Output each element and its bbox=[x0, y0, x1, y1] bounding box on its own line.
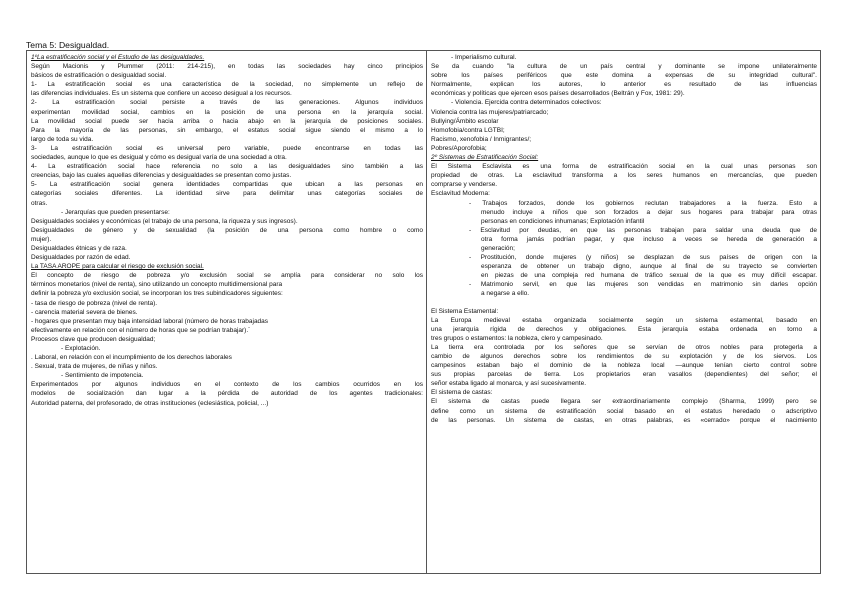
list-item-continued: menudo incluye a niños que son forzados a dejar sus hogares para trabajar para otras bbox=[481, 208, 817, 216]
paragraph-line: modelos de socialización dan lugar a la pérdida de autoridad de los agentes tradicionales: bbox=[31, 390, 423, 398]
list-item-continued: a negarse a ello. bbox=[481, 290, 530, 298]
paragraph-line: cambio de algunos derechos sobre los rendimientos de su explotación y de los siervos. Los bbox=[431, 353, 817, 360]
paragraph-line: una jerarquía rígida de derechos y obligaciones. Esta jerarquía estaba ordenada en torno a bbox=[431, 325, 817, 333]
paragraph-line: Desigualdades de género y de sexualidad (la posición de una persona como hombre o como bbox=[31, 226, 423, 234]
spacer bbox=[431, 299, 817, 307]
paragraph-line: - tasa de riesgo de pobreza (nivel de renta). bbox=[31, 299, 158, 307]
paragraph-line: Autoridad paterna, del profesorado, de otras instituciones (eclesiástica, policial, ...) bbox=[31, 399, 269, 407]
paragraph-line: Experimentados por algunos individuos en el contexto de los cambios ocurridos en los bbox=[31, 381, 423, 389]
paragraph-line: tres grupos o estamentos: la nobleza, clero y campesinado. bbox=[431, 334, 603, 342]
paragraph-line: El concepto de riesgo de pobreza y/o exclusión social se amplía para considerar no solo los bbox=[31, 272, 423, 280]
paragraph-line: económicas y políticas que ejercen esos países desarrollados (Beltrán y Fox, 1981: 29). bbox=[431, 90, 685, 98]
paragraph-line: sus propias parcelas de tierra. Los propietarios eran vasallos (dependientes) del señor; el bbox=[431, 371, 817, 379]
paragraph-line: Procesos clave que producen desigualdad; bbox=[31, 335, 156, 343]
section-heading: 2º Sistemas de Estratificación Social: bbox=[431, 154, 539, 162]
list-item: - Explotación. bbox=[61, 345, 101, 352]
paragraph-line: La tierra era controlada por los señores que se servían de otros nobles para protegerla a bbox=[431, 343, 817, 351]
paragraph-line: Desigualdades étnicas y de raza. bbox=[31, 244, 127, 252]
paragraph-line: Homofobia/contra LGTBI; bbox=[431, 126, 505, 134]
paragraph-line: campesinos estaban bajo el dominio de la nobleza local —aunque tenían cierto control sobre bbox=[431, 362, 817, 370]
paragraph-line: . Laboral, en relación con el incumplimiento de los derechos laborales bbox=[31, 354, 232, 362]
paragraph-line: términos monetarios (nivel de renta), sino utilizando un concepto multidimensional para bbox=[31, 281, 283, 289]
left-column bbox=[27, 51, 427, 573]
list-item-continued: esperanza de obtener un trabajo digno, aunque al final de su trayecto se convierten bbox=[481, 263, 817, 271]
paragraph-line: sobre los países periféricos que este domina a expensas de su integridad cultural". bbox=[431, 72, 817, 80]
paragraph-line: mujer). bbox=[31, 235, 52, 243]
list-item: - Sentimiento de impotencia. bbox=[61, 372, 144, 380]
paragraph-line: . Sexual, trata de mujeres, de niñas y niños. bbox=[31, 363, 158, 371]
list-item-continued: personas en condiciones inhumanas; Explotación infantil bbox=[481, 217, 645, 225]
paragraph-line: 2- La estratificación social persiste a través de las generaciones. Algunos individuos bbox=[31, 99, 423, 107]
list-item: - Jerarquías que pueden presentarse: bbox=[61, 208, 170, 216]
paragraph-line: - carencia material severa de bienes. bbox=[31, 308, 138, 316]
paragraph-line: categorías sociales diferentes. La identidad sirve para delimitar unas categorías sociales de bbox=[31, 190, 423, 198]
paragraph-line: de las personas. Un sistema de castas, en otras palabras, es «cerrado» porque el nacimiento bbox=[431, 416, 817, 424]
paragraph-line: definir la pobreza y/o exclusión social, se incorporan los tres subindicadores siguientes: bbox=[31, 290, 283, 298]
paragraph-line: Esclavitud Moderna: bbox=[431, 190, 490, 198]
paragraph-line: Bullying/Ámbito escolar bbox=[431, 117, 499, 125]
paragraph-line: comprarse y venderse. bbox=[431, 181, 498, 189]
list-item-continued: otra forma jamás podrían pagar, y que incluso a veces se hereda de generación a bbox=[481, 235, 817, 243]
list-item: - Trabajos forzados, donde los gobiernos reclutan trabajadores a la fuerza. Esto a bbox=[469, 199, 817, 207]
paragraph-line: experimentan movilidad social, cambios en la posición de una persona en la jerarquía social. bbox=[31, 108, 423, 116]
section-heading: El Sistema Estamental: bbox=[431, 307, 499, 315]
paragraph-line: - hogares que presentan muy baja intensidad laboral (número de horas trabajadas bbox=[31, 317, 269, 325]
list-item: - Matrimonio servil, en que las mujeres son vendidas en matrimonio sin darles opción bbox=[469, 281, 817, 289]
paragraph-line: Normalmente, explican los autores, lo anterior es resultado de las influencias bbox=[431, 81, 817, 89]
paragraph-line: básicos de estratificación o desigualdad social. bbox=[31, 72, 167, 80]
paragraph-line: creencias, bajo las cuales aquellas diferencias y desigualdades se presentan como justas. bbox=[31, 172, 292, 180]
paragraph-line: sociedades, aunque lo que es desigual y cómo es desigual varía de una sociedad a otra. bbox=[31, 154, 287, 162]
paragraph-line: largo de toda su vida. bbox=[31, 135, 94, 143]
paragraph-line: 5- La estratificación social genera identidades compartidas que ubican a las personas en bbox=[31, 181, 423, 189]
paragraph-line: las diferencias individuales. Es un sistema que confiere un acceso desigual a los recursos. bbox=[31, 90, 292, 98]
paragraph-line: Racismo, xenofobia / Inmigrantes/; bbox=[431, 135, 532, 143]
paragraph-line: Para la mayoría de las personas, sin embargo, el estatus social sigue siendo el mismo a lo bbox=[31, 126, 423, 134]
section-heading: 1ºLa estratificación social y el Estudio de las desigualdades. bbox=[31, 54, 205, 61]
paragraph-line: efectivamente en relación con el número de horas que se podrían trabajar).´ bbox=[31, 326, 251, 334]
paragraph-line: El Sistema Esclavista es una forma de estratificación social en la cual unas personas son bbox=[431, 163, 817, 171]
list-item: - Esclavitud por deudas, en que las personas trabajan para saldar una deuda que de bbox=[469, 226, 817, 234]
paragraph-line: Desigualdades sociales y económicas (el trabajo de una persona, la riqueza y sus ingresos). bbox=[31, 217, 298, 225]
paragraph-line: propiedad de otras. La esclavitud transforma a los seres humanos en mercancías, que pueden bbox=[431, 172, 817, 180]
paragraph-line: 3- La estratificación social es universal pero variable, puede encontrarse en todas las bbox=[31, 144, 423, 152]
section-heading: El sistema de castas: bbox=[431, 389, 493, 397]
paragraph-line: 4- La estratificación social hace referencia no solo a las desigualdades sino también a las bbox=[31, 163, 423, 171]
list-item-continued: en piezas de una compleja red humana de tráfico sexual de la que es muy difícil escapar. bbox=[481, 272, 817, 280]
paragraph-line: La movilidad social puede ser hacia arriba o hacia abajo en la jerarquía de posiciones sociales. bbox=[31, 117, 423, 125]
paragraph-line: señor estaba ligado al monarca, y así sucesivamente. bbox=[431, 380, 587, 388]
paragraph-line: 1- La estratificación social es una característica de la sociedad, no simplemente un reflejo de bbox=[31, 81, 423, 89]
paragraph-line: Pobres/Aporofobia; bbox=[431, 144, 487, 152]
paragraph-line: La Europa medieval estaba organizada socialmente según un sistema estamental, basado en bbox=[431, 316, 817, 324]
paragraph-line: Violencia contra las mujeres/patriarcado; bbox=[431, 108, 549, 116]
paragraph-line: Se da cuando "la cultura de un país central y dominante se impone unilateralmente bbox=[431, 63, 817, 71]
content-table bbox=[26, 50, 821, 574]
section-heading: La TASA AROPE para calcular el riesgo de exclusión social. bbox=[31, 263, 204, 271]
paragraph-line: El sistema de castas puede llegara ser extraordinariamente complejo (Sharma, 1999) pero se bbox=[431, 398, 817, 406]
list-item: - Prostitución, donde mujeres (y niños) se desplazan de sus países de origen con la bbox=[469, 254, 817, 262]
paragraph-line: otras. bbox=[31, 199, 48, 207]
list-item-continued: generación; bbox=[481, 244, 515, 252]
paragraph-line: Desigualdades por razón de edad. bbox=[31, 254, 131, 262]
right-column bbox=[427, 51, 820, 573]
list-item: - Imperialismo cultural. bbox=[451, 54, 517, 61]
paragraph-line: define como un sistema de estratificación social basado en el estatus heredado o adscriptivo bbox=[431, 407, 817, 415]
page-title: Tema 5: Desigualdad. bbox=[26, 40, 110, 50]
paragraph-line: Según Macionis y Plummer (2011: 214-215), en todas las sociedades hay cinco principios bbox=[31, 63, 423, 71]
list-item: - Violencia. Ejercida contra determinados colectivos: bbox=[451, 99, 602, 107]
